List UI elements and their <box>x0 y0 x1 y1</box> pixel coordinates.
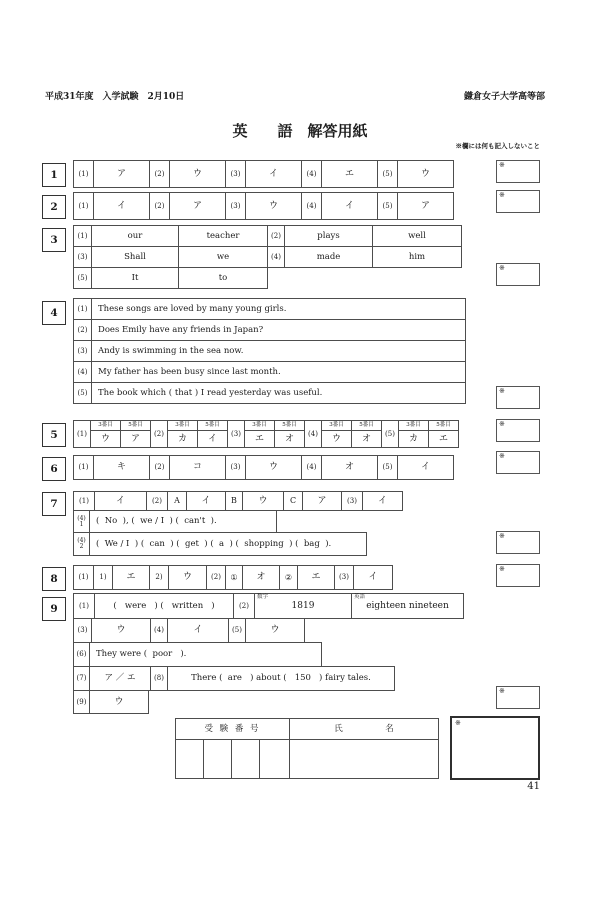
answer-label: (8) <box>150 666 168 691</box>
answer-value: イ <box>362 491 403 511</box>
table-row <box>73 361 466 383</box>
answer-label: (3) <box>73 246 92 268</box>
answer-sentence: Andy is swimming in the sea now. <box>91 340 466 362</box>
answer-value: ウ <box>90 430 121 448</box>
answer-value: イ <box>353 565 393 590</box>
grading-box-9 <box>496 686 540 709</box>
answer-value: カ <box>398 430 429 448</box>
answer-value: オ <box>242 565 280 590</box>
answer-sentence: ( No ), ( we / I ) ( can't ). <box>89 510 277 533</box>
answer-label: (1) <box>73 160 94 188</box>
grading-box-2 <box>496 190 540 213</box>
answer-label: (1) <box>73 491 95 511</box>
column-header-3rd: 3番目 <box>398 420 429 431</box>
section-3-table <box>73 225 462 289</box>
answer-value: ア <box>302 491 342 511</box>
answer-label: (3) <box>225 160 246 188</box>
answer-sublabel: ① <box>225 565 243 590</box>
school-name: 鎌倉女子大学高等部 <box>463 92 545 102</box>
grading-box-4 <box>496 386 540 409</box>
column-header-5th: 5番目 <box>428 420 459 431</box>
answer-value: イ <box>94 491 147 511</box>
answer-group <box>167 420 228 448</box>
answer-label: (9) <box>73 690 90 714</box>
answer-value: エ <box>428 430 459 448</box>
answer-sentence: They were ( poor ). <box>89 642 322 667</box>
answer-word: we <box>178 246 268 268</box>
answer-value: イ <box>167 618 229 643</box>
answer-word: well <box>372 225 462 247</box>
answer-label: (5) <box>377 192 398 220</box>
section-8-number: 8 <box>42 567 66 591</box>
answer-label: (3) <box>73 618 92 643</box>
asterisk-mark: ※ <box>499 420 505 428</box>
answer-value: ウ <box>91 618 151 643</box>
answer-label: (2) <box>233 593 255 619</box>
answer-label: (3) <box>341 491 363 511</box>
answer-value: コ <box>169 455 226 480</box>
table-row <box>73 382 466 404</box>
section-1-number: 1 <box>42 163 66 187</box>
table-row <box>73 510 403 533</box>
table-row <box>73 593 464 619</box>
answer-sublabel: 2) <box>149 565 169 590</box>
answer-label: (3) <box>225 455 246 480</box>
answer-label: (2) <box>150 420 168 448</box>
table-row <box>73 491 403 511</box>
answer-label: (2) <box>149 192 170 220</box>
section-2-number: 2 <box>42 195 66 219</box>
examinee-number-cell <box>175 739 204 779</box>
answer-sentence: My father has been busy since last month. <box>91 361 466 383</box>
answer-label: (7) <box>73 666 90 691</box>
answer-group <box>244 420 305 448</box>
answer-label: (3) <box>73 340 92 362</box>
answer-label: (5) <box>381 420 399 448</box>
answer-value: ア <box>397 192 454 220</box>
answer-value: オ <box>321 455 378 480</box>
section-7-number: 7 <box>42 492 66 516</box>
answer-value: ウ <box>169 160 226 188</box>
no-write-note: ※欄には何も記入しないこと <box>455 142 540 150</box>
examinee-number-header: 受 験 番 号 <box>175 718 290 740</box>
answer-value: エ <box>321 160 378 188</box>
answer-value: オ <box>351 430 382 448</box>
answer-label: (1) <box>73 298 92 320</box>
answer-label: (1) <box>73 192 94 220</box>
section-8-answer-row <box>73 565 393 590</box>
answer-label: (5) <box>228 618 246 643</box>
column-header-3rd: 3番目 <box>321 420 352 431</box>
table-row <box>73 225 462 247</box>
answer-value: ウ <box>245 192 302 220</box>
answer-value: エ <box>112 565 150 590</box>
answer-value: オ <box>274 430 305 448</box>
section-6-answer-row <box>73 455 454 480</box>
answer-word: him <box>372 246 462 268</box>
answer-value: エ <box>244 430 275 448</box>
grading-box-5 <box>496 419 540 442</box>
grading-box-6 <box>496 451 540 474</box>
answer-label: (2) <box>206 565 226 590</box>
answer-label: (2) <box>73 319 92 341</box>
answer-value: ウ <box>321 430 352 448</box>
answer-value: カ <box>167 430 198 448</box>
answer-sublabel: ② <box>279 565 298 590</box>
asterisk-mark: ※ <box>455 719 461 727</box>
table-row <box>73 298 466 320</box>
answer-label: (5) <box>73 382 92 404</box>
answer-label: (5) <box>73 267 92 289</box>
answer-label: (4) 2 <box>73 532 90 556</box>
answer-value: ウ <box>242 491 284 511</box>
answer-sentence: There ( are ) about ( 150 ) fairy tales. <box>167 666 395 691</box>
section-7-table <box>73 491 403 556</box>
answer-value: ウ <box>397 160 454 188</box>
grading-box-total <box>450 716 540 780</box>
answer-sublabel: 1) <box>93 565 113 590</box>
answer-numeral-cell <box>254 593 352 619</box>
answer-label: (4) <box>301 160 322 188</box>
section-2-answer-row <box>73 192 454 220</box>
answer-value: 1819 <box>291 600 315 611</box>
answer-label: (4) 1 <box>73 510 90 533</box>
answer-value: イ <box>186 491 226 511</box>
answer-value: イ <box>321 192 378 220</box>
answer-label: (4) <box>267 246 285 268</box>
answer-value: ア ／ エ <box>89 666 151 691</box>
section-4-number: 4 <box>42 301 66 325</box>
answer-label: (4) <box>73 361 92 383</box>
answer-label: (4) <box>150 618 168 643</box>
asterisk-mark: ※ <box>499 387 505 395</box>
answer-value: エ <box>297 565 335 590</box>
answer-group <box>398 420 459 448</box>
answer-value: イ <box>197 430 228 448</box>
column-header-3rd: 3番目 <box>244 420 275 431</box>
column-header-5th: 5番目 <box>351 420 382 431</box>
answer-label: (1) <box>73 225 92 247</box>
section-3-number: 3 <box>42 228 66 252</box>
table-row <box>73 246 462 268</box>
answer-label: (4) <box>301 455 322 480</box>
answer-value: eighteen nineteen <box>366 600 449 611</box>
answer-value: ウ <box>245 455 302 480</box>
answer-label: (1) <box>73 420 91 448</box>
answer-label: (1) <box>73 565 94 590</box>
answer-sublabel: C <box>283 491 303 511</box>
answer-label: (2) <box>149 455 170 480</box>
examinee-number-cell <box>231 739 260 779</box>
table-row <box>73 267 462 289</box>
answer-value: ア <box>93 160 150 188</box>
grading-box-1 <box>496 160 540 183</box>
table-row <box>73 319 466 341</box>
table-row <box>73 690 464 714</box>
answer-label: (4) <box>301 192 322 220</box>
answer-label: (3) <box>225 192 246 220</box>
examinee-number-cell <box>259 739 290 779</box>
section-1-answer-row <box>73 160 454 188</box>
answer-value: キ <box>93 455 150 480</box>
grading-box-8 <box>496 564 540 587</box>
answer-label: (5) <box>377 455 398 480</box>
section-9-number: 9 <box>42 597 66 621</box>
asterisk-mark: ※ <box>499 264 505 272</box>
table-row <box>73 666 464 691</box>
grading-box-7 <box>496 531 540 554</box>
table-row <box>73 642 464 667</box>
answer-sentence: These songs are loved by many young girls. <box>91 298 466 320</box>
answer-label: (5) <box>377 160 398 188</box>
answer-sentence: The book which ( that ) I read yesterday was useful. <box>91 382 466 404</box>
exam-info: 平成31年度 入学試験 2月10日 <box>45 92 185 102</box>
answer-label: (1) <box>73 455 94 480</box>
examinee-table <box>175 718 439 779</box>
answer-label: (2) <box>267 225 285 247</box>
answer-value: ウ <box>89 690 149 714</box>
answer-word: It <box>91 267 179 289</box>
name-header: 氏 名 <box>289 718 439 740</box>
answer-label: (6) <box>73 642 90 667</box>
answer-word: to <box>178 267 268 289</box>
answer-group <box>90 420 151 448</box>
sheet-title: 英 語 解答用紙 <box>232 122 368 140</box>
answer-value: イ <box>397 455 454 480</box>
answer-value: ウ <box>245 618 305 643</box>
name-cell <box>289 739 439 779</box>
answer-sublabel: A <box>167 491 187 511</box>
section-4-table <box>73 298 466 404</box>
answer-label: (3) <box>227 420 245 448</box>
answer-label: (2) <box>149 160 170 188</box>
answer-sublabel: B <box>225 491 243 511</box>
asterisk-mark: ※ <box>499 452 505 460</box>
answer-value: ウ <box>168 565 207 590</box>
numeral-corner-label: 数字 <box>257 594 269 600</box>
section-5-number: 5 <box>42 423 66 447</box>
column-header-5th: 5番目 <box>197 420 228 431</box>
page-number: 41 <box>527 781 540 792</box>
column-header-5th: 5番目 <box>120 420 151 431</box>
answer-sentence: Does Emily have any friends in Japan? <box>91 319 466 341</box>
english-corner-label: 英語 <box>354 594 366 600</box>
table-row <box>175 718 439 740</box>
answer-value: ( were ) ( written ) <box>94 593 234 619</box>
table-row <box>73 340 466 362</box>
answer-group <box>321 420 382 448</box>
answer-value: イ <box>245 160 302 188</box>
answer-label: (4) <box>304 420 322 448</box>
answer-word: Shall <box>91 246 179 268</box>
answer-value: ア <box>169 192 226 220</box>
grading-box-3 <box>496 263 540 286</box>
asterisk-mark: ※ <box>499 191 505 199</box>
answer-english-cell <box>351 593 464 619</box>
examinee-number-cell <box>203 739 232 779</box>
answer-value: イ <box>93 192 150 220</box>
column-header-3rd: 3番目 <box>90 420 121 431</box>
section-6-number: 6 <box>42 457 66 481</box>
table-row <box>73 532 403 556</box>
answer-word: plays <box>284 225 373 247</box>
asterisk-mark: ※ <box>499 161 505 169</box>
answer-label: (2) <box>146 491 168 511</box>
answer-word: made <box>284 246 373 268</box>
section-5-answer-row <box>73 420 459 448</box>
answer-value: ア <box>120 430 151 448</box>
asterisk-mark: ※ <box>499 565 505 573</box>
answer-label: (1) <box>73 593 95 619</box>
asterisk-mark: ※ <box>499 532 505 540</box>
table-row <box>175 739 439 779</box>
answer-label: (3) <box>334 565 354 590</box>
answer-sentence: ( We / I ) ( can ) ( get ) ( a ) ( shopping ) ( bag ). <box>89 532 367 556</box>
answer-word: teacher <box>178 225 268 247</box>
section-9-table <box>73 593 464 714</box>
column-header-3rd: 3番目 <box>167 420 198 431</box>
answer-word: our <box>91 225 179 247</box>
column-header-5th: 5番目 <box>274 420 305 431</box>
table-row <box>73 618 464 643</box>
asterisk-mark: ※ <box>499 687 505 695</box>
